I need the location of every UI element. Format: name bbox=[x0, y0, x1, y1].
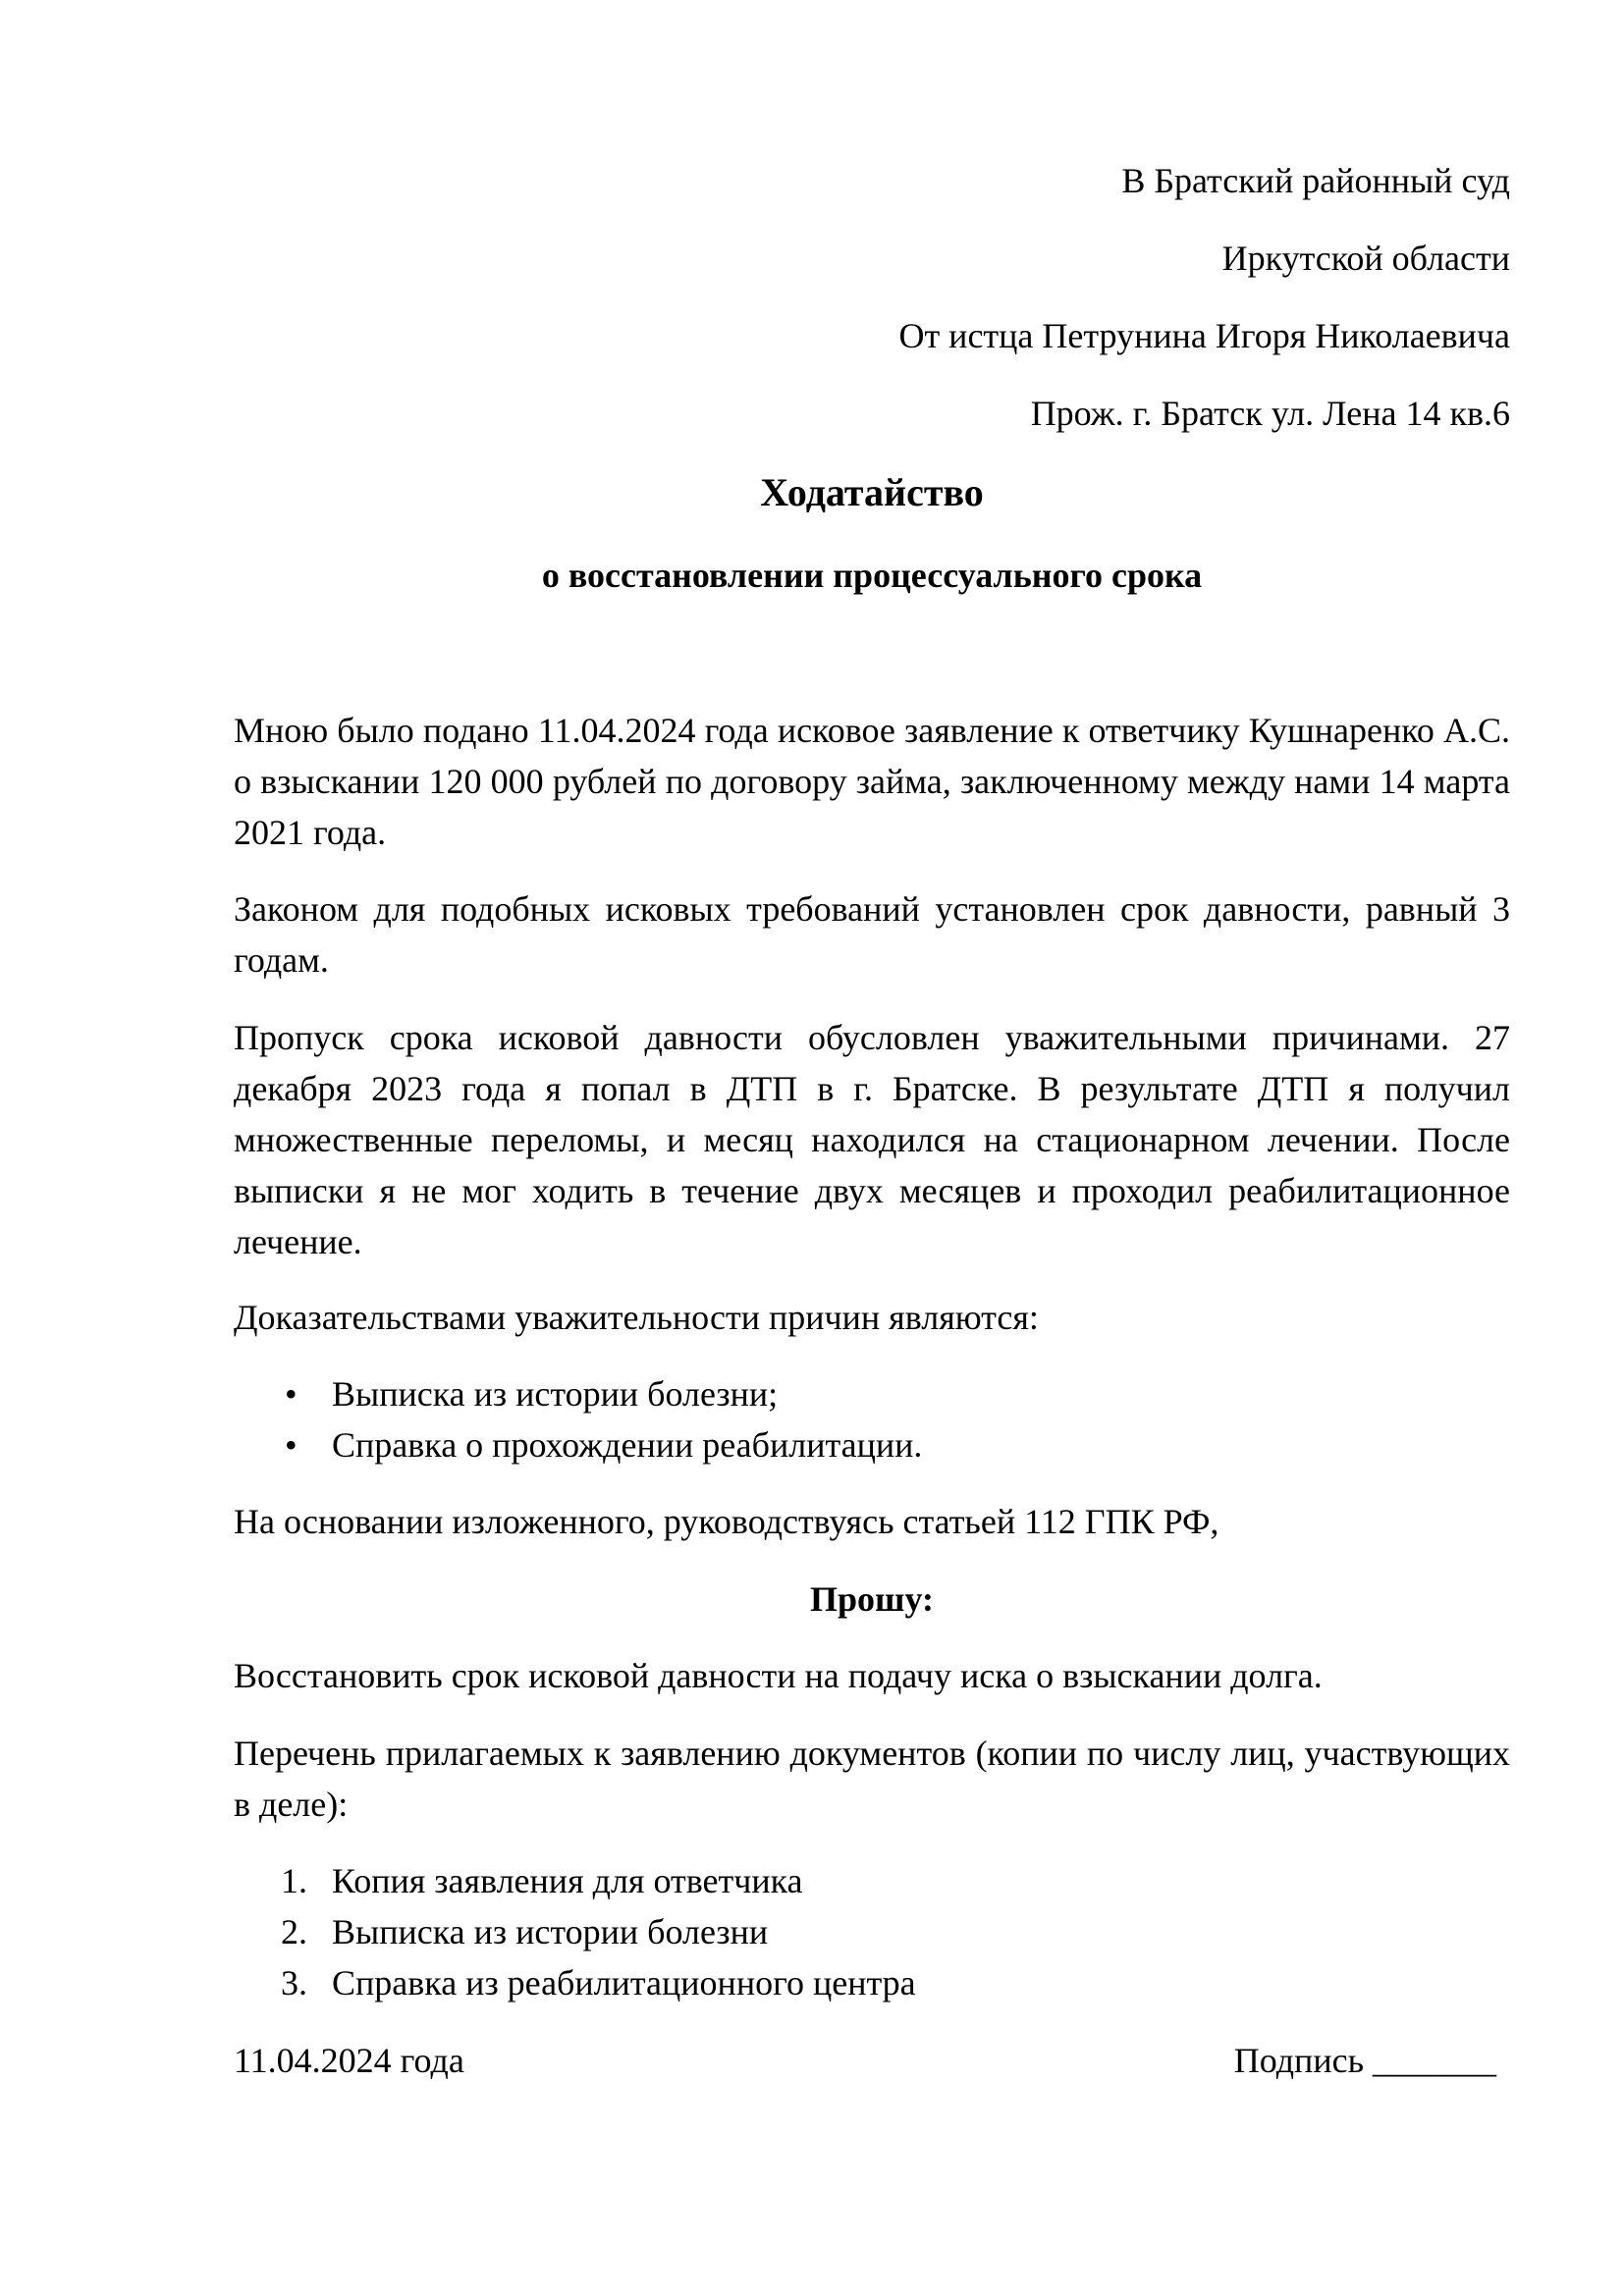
document-title: Ходатайство bbox=[760, 470, 984, 514]
list-number: 2. bbox=[281, 1912, 307, 1951]
bullet-icon: • bbox=[285, 1374, 298, 1414]
basis-block bbox=[234, 1496, 1510, 1547]
list-number: 1. bbox=[281, 1861, 307, 1900]
attachment-item: Выписка из истории болезни bbox=[332, 1912, 769, 1951]
list-number: 3. bbox=[281, 1963, 307, 2002]
attachments-intro: Перечень прилагаемых к заявлению документов (копии по числу лиц, участвующих в деле): bbox=[234, 1734, 1510, 1824]
plaintiff-line: От истца Петрунина Игоря Николаевича bbox=[898, 316, 1510, 355]
subtitle-block bbox=[234, 550, 1510, 601]
paragraph-reasons bbox=[234, 1012, 1510, 1267]
footer-row bbox=[234, 2035, 1510, 2086]
request-text: Восстановить срок исковой давности на подачу иска о взыскании долга. bbox=[234, 1656, 1323, 1695]
list-item bbox=[234, 1855, 1510, 1906]
evidence-intro: Доказательствами уважительности причин являются: bbox=[234, 1298, 1039, 1337]
list-item bbox=[234, 1957, 1510, 2008]
title-block bbox=[234, 467, 1510, 518]
paragraph-claim bbox=[234, 705, 1510, 858]
list-item bbox=[234, 1419, 1510, 1470]
attachments-list-block bbox=[234, 1855, 1510, 2008]
signature-line: Подпись _______ bbox=[1233, 2041, 1496, 2080]
evidence-list-block bbox=[234, 1368, 1510, 1470]
evidence-intro-block bbox=[234, 1292, 1510, 1343]
attachment-item: Справка из реабилитационного центра bbox=[332, 1963, 916, 2002]
evidence-item: Выписка из истории болезни; bbox=[332, 1374, 779, 1414]
paragraph-limitation bbox=[234, 883, 1510, 986]
addressee-block bbox=[234, 155, 1510, 439]
claim-text: Мною было подано 11.04.2024 года исковое заявление к ответчику Кушнаренко А.С. о взыскании 120 000 рублей по договору займа, заключенному между нами 14 марта 2021 года. bbox=[234, 711, 1510, 852]
request-heading: Прошу: bbox=[810, 1579, 934, 1619]
footer-block bbox=[234, 2035, 1510, 2086]
court-name-line: В Братский районный суд bbox=[1121, 161, 1510, 200]
reasons-text: Пропуск срока исковой давности обусловлен уважительными причинами. 27 декабря 2023 года я попал в ДТП в г. Братске. В результате ДТП я получил множественные переломы, и месяц находился на стационарном лечении. После выписки я не мог ходить в течение двух месяцев и проходил реабилитационное лечение. bbox=[234, 1018, 1510, 1261]
limitation-text: Законом для подобных исковых требований установлен срок давности, равный 3 годам. bbox=[234, 889, 1510, 980]
attachments-list bbox=[234, 1855, 1510, 2008]
attachment-item: Копия заявления для ответчика bbox=[332, 1861, 803, 1900]
evidence-item: Справка о прохождении реабилитации. bbox=[332, 1425, 923, 1465]
address-line: Прож. г. Братск ул. Лена 14 кв.6 bbox=[1030, 394, 1510, 433]
document-subtitle: о восстановлении процессуального срока bbox=[541, 556, 1203, 595]
document-date: 11.04.2024 года bbox=[234, 2041, 464, 2080]
basis-text: На основании изложенного, руководствуясь статьей 112 ГПК РФ, bbox=[234, 1502, 1219, 1541]
list-item bbox=[234, 1906, 1510, 1957]
court-region-line: Иркутской области bbox=[1221, 239, 1510, 278]
request-heading-block bbox=[234, 1574, 1510, 1625]
list-item bbox=[234, 1368, 1510, 1419]
attachments-intro-block bbox=[234, 1728, 1510, 1830]
request-block bbox=[234, 1650, 1510, 1701]
bullet-icon: • bbox=[285, 1425, 298, 1465]
evidence-list bbox=[234, 1368, 1510, 1470]
